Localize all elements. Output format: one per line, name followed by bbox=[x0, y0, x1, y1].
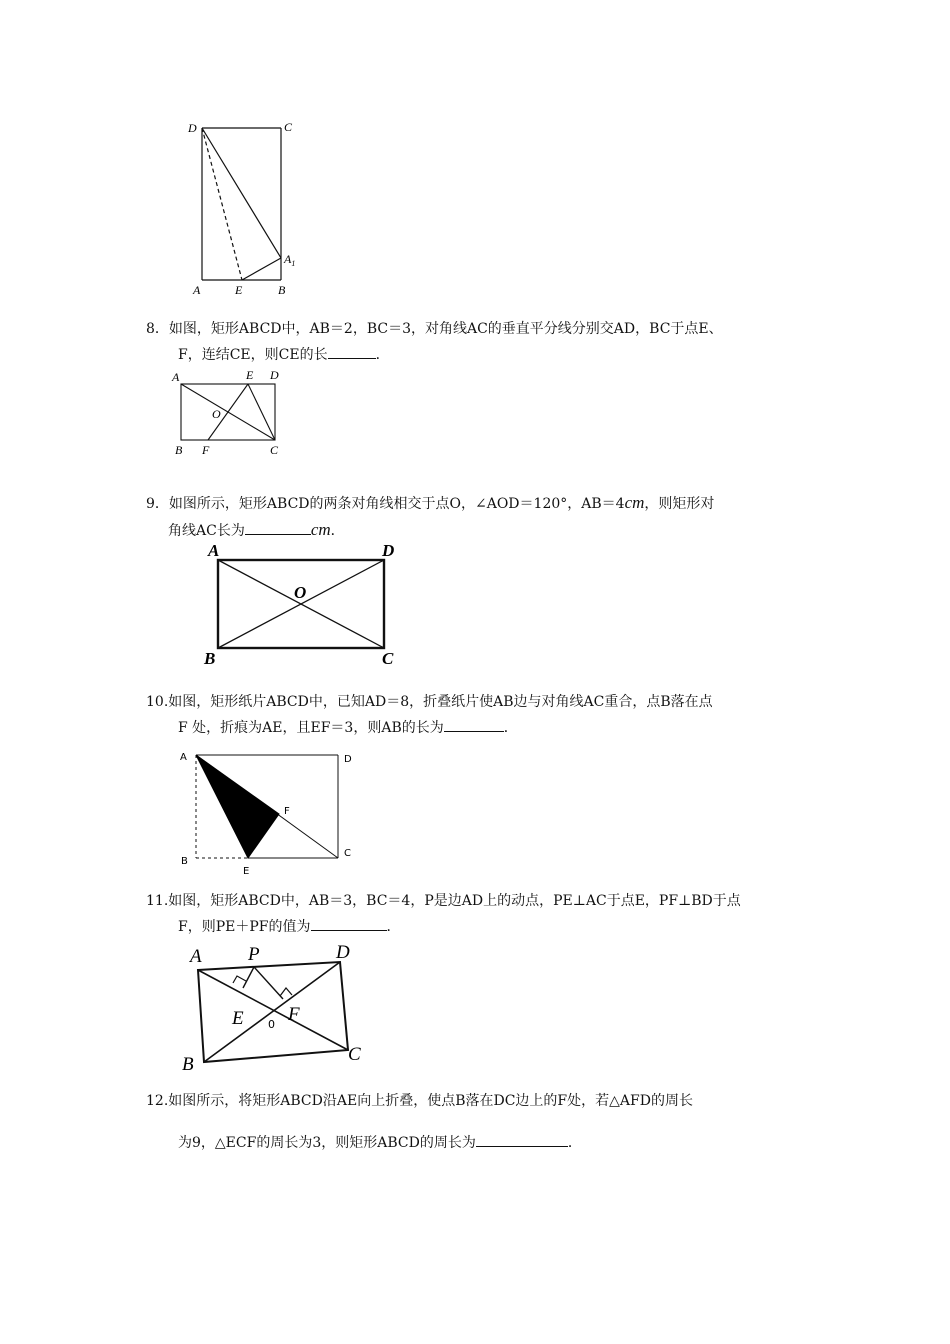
answer-blank[interactable] bbox=[476, 1132, 568, 1147]
figure-7 bbox=[186, 118, 306, 298]
figure-8-diagram bbox=[170, 368, 290, 460]
label-e: E bbox=[232, 1008, 244, 1029]
label-c: C bbox=[348, 1044, 361, 1065]
question-10: 10.如图，矩形纸片ABCD中，已知AD＝8，折叠纸片使AB边与对角线AC重合，点B落在点 F 处，折痕为AE，且EF＝3，则AB的长为 ． bbox=[146, 694, 713, 736]
label-b: B bbox=[204, 649, 216, 668]
label-c: C bbox=[382, 649, 394, 668]
label-a: A bbox=[193, 283, 201, 297]
label-c: C bbox=[344, 848, 351, 859]
label-d: D bbox=[188, 121, 197, 135]
question-text: 如图，矩形ABCD中，AB＝2，BC＝3，对角线AC的垂直平分线分别交AD，BC于点E、 bbox=[168, 321, 723, 337]
label-b: B bbox=[181, 856, 188, 867]
label-a1: $A_1$ bbox=[284, 252, 296, 268]
label-f: F bbox=[202, 443, 210, 457]
answer-blank[interactable] bbox=[328, 344, 376, 359]
folded-triangle-afe bbox=[196, 755, 279, 858]
right-angle-f bbox=[280, 988, 292, 996]
question-number: 8． bbox=[146, 321, 169, 337]
label-a: A bbox=[180, 752, 187, 763]
answer-blank[interactable] bbox=[444, 717, 504, 732]
figure-10 bbox=[176, 746, 366, 878]
label-f: F bbox=[284, 806, 290, 817]
figure-9-diagram bbox=[200, 538, 410, 670]
label-e: E bbox=[243, 866, 250, 877]
label-d: D bbox=[336, 942, 350, 963]
figure-11 bbox=[176, 940, 376, 1076]
label-o: O bbox=[212, 407, 221, 421]
label-a: A bbox=[190, 946, 202, 967]
label-b: B bbox=[175, 443, 183, 457]
label-e: E bbox=[235, 283, 243, 297]
label-o: 0 bbox=[268, 1018, 275, 1031]
label-p: P bbox=[248, 944, 260, 965]
line-da1 bbox=[202, 128, 281, 258]
label-c: C bbox=[270, 443, 279, 457]
label-b: B bbox=[182, 1054, 194, 1075]
label-e: E bbox=[246, 368, 254, 382]
label-a: A bbox=[172, 370, 180, 384]
dashed-de bbox=[202, 128, 242, 280]
right-angle-e bbox=[233, 976, 246, 983]
figure-11-diagram bbox=[176, 940, 376, 1076]
label-d: D bbox=[344, 754, 352, 765]
label-a: A bbox=[208, 541, 220, 560]
label-c: C bbox=[284, 120, 293, 134]
diagonal-bd bbox=[204, 962, 340, 1062]
label-o: O bbox=[294, 583, 307, 602]
label-b: B bbox=[278, 283, 286, 297]
figure-9 bbox=[200, 538, 410, 670]
question-12: 12.如图所示，将矩形ABCD沿AE向上折叠，使点B落在DC边上的F处，若△AFD的周长 为9，△ECF的周长为3，则矩形ABCD的周长为 ． bbox=[146, 1093, 693, 1151]
question-11: 11.如图，矩形ABCD中，AB＝3，BC＝4，P是边AD上的动点，PE⊥AC于点E，PF⊥BD于点 F，则PE＋PF的值为 ． bbox=[146, 893, 741, 935]
question-9: 9．如图所示，矩形ABCD的两条对角线相交于点O，∠AOD＝120°，AB＝4cm，则矩形对 角线AC长为 cm． bbox=[146, 493, 715, 539]
unit-cm: cm bbox=[624, 493, 645, 512]
figure-7-diagram bbox=[186, 118, 306, 298]
segment-pe bbox=[243, 967, 254, 988]
label-d: D bbox=[382, 541, 395, 560]
diagonal-ac bbox=[198, 970, 348, 1050]
label-f: F bbox=[288, 1004, 300, 1025]
line-a1e bbox=[242, 258, 281, 280]
answer-blank[interactable] bbox=[311, 916, 387, 931]
figure-8 bbox=[170, 368, 290, 460]
figure-10-diagram bbox=[176, 746, 366, 878]
label-d: D bbox=[270, 368, 279, 382]
answer-blank[interactable] bbox=[245, 520, 311, 535]
segment-pf bbox=[254, 967, 283, 999]
question-8: 8．如图，矩形ABCD中，AB＝2，BC＝3，对角线AC的垂直平分线分别交AD，BC于点E、 F，连结CE，则CE的长 ． bbox=[146, 321, 723, 363]
